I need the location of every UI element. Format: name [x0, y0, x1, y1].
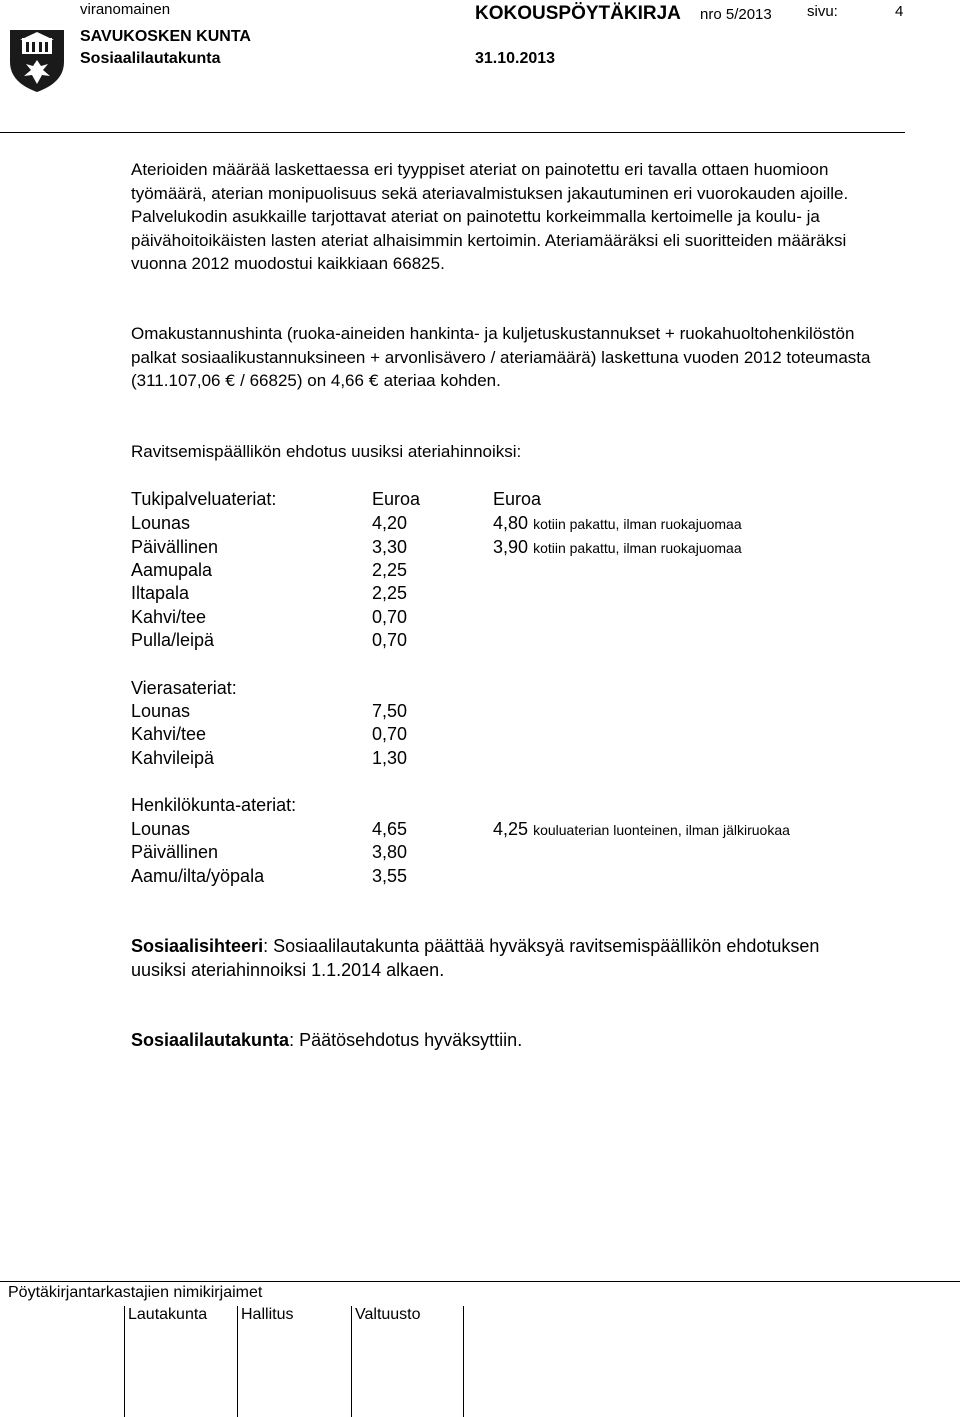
page-number: 4: [895, 3, 904, 20]
meal-price: 2,25: [372, 560, 408, 580]
section-heading: Tukipalveluateriat:: [131, 489, 277, 509]
footer-title: Pöytäkirjantarkastajien nimikirjaimet: [8, 1284, 263, 1301]
paragraph-text: Ravitsemispäällikön ehdotus uusiksi ateriahinnoiksi:: [131, 442, 522, 461]
meal-price: 0,70: [372, 630, 408, 650]
paragraph-text: [131, 934, 831, 982]
meal-name: Lounas: [131, 513, 191, 533]
municipality-name: SAVUKOSKEN KUNTA: [80, 28, 251, 45]
meal-price-alt: [493, 818, 790, 841]
paragraph-text: Aterioiden määrää laskettaessa eri tyyppiset ateriat on painotettu eri tavalla ottaen huomioon työmäärä, aterian monipuolisuus sekä ateriavalmistuksen jakautuminen eri vuorokauden ajoille. Palvelukodin asukkaille tarjottavat ateriat on painotettu korkeimmalla kertoimelle ja koulu- ja päivähoitoikäisten lasten ateriat alhaisimmin kertoimin. Ateriamääräksi eli suoritteiden määräksi vuonna 2012 muodostui kaikkiaan 66825.: [131, 160, 849, 273]
secretary-text: : Sosiaalilautakunta päättää hyväksyä ravitsemispäällikön ehdotuksen uusiksi ateriahinnoiksi 1.1.2014 alkaen.: [131, 936, 820, 980]
body-paragraph-2: [131, 322, 891, 393]
meal-price: 4,65: [372, 819, 408, 839]
meal-price: 7,50: [372, 701, 408, 721]
cost-text-part-1: Omakustannushinta (ruoka-aineiden hankinta- ja kuljetuskustannukset + ruokahuoltohenkilöstön palkat sosiaalikustannuksineen + arvonlisävero / ateriamäärä) laskettuna vuoden 2012 toteumasta (311.107,06: [131, 324, 871, 390]
meal-price: 0,70: [372, 607, 408, 627]
price-note: kotiin pakattu, ilman ruokajuomaa: [533, 540, 742, 556]
section-heading: Henkilökunta-ateriat:: [131, 795, 297, 815]
price-note: kouluaterian luonteinen, ilman jälkiruokaa: [533, 822, 790, 838]
meal-name: Iltapala: [131, 583, 190, 603]
meal-price: 4,20: [372, 513, 408, 533]
meeting-date: 31.10.2013: [475, 50, 556, 67]
meal-name: Kahvi/tee: [131, 724, 207, 744]
section-heading: Vierasateriat:: [131, 678, 237, 698]
footer-column-divider: [351, 1306, 352, 1417]
meal-name: Kahvileipä: [131, 748, 215, 768]
footer-column-council: Valtuusto: [355, 1306, 421, 1323]
price-value: 4,80: [493, 513, 529, 533]
meal-price-alt: [493, 512, 742, 535]
meal-name: Lounas: [131, 819, 191, 839]
proposal-intro: [131, 440, 891, 464]
cost-text-part-3: ateriaa kohden.: [383, 371, 501, 390]
meal-price: 0,70: [372, 724, 408, 744]
cost-text-part-2: / 66825) on 4,66: [240, 371, 364, 390]
footer-column-divider: [124, 1306, 125, 1417]
meal-price: 2,25: [372, 583, 408, 603]
meal-name: Pulla/leipä: [131, 630, 215, 650]
board-label: Sosiaalilautakunta: [131, 1030, 290, 1050]
meal-name: Päivällinen: [131, 842, 219, 862]
euro-symbol: €: [368, 371, 379, 390]
price-note: kotiin pakattu, ilman ruokajuomaa: [533, 516, 742, 532]
footer-column-divider: [237, 1306, 238, 1417]
column-header: Euroa: [493, 489, 542, 509]
meeting-number: nro 5/2013: [700, 6, 772, 23]
header-divider: [0, 132, 905, 133]
meal-price-alt: [493, 536, 742, 559]
meal-price: 3,55: [372, 866, 408, 886]
footer-column-divider: [463, 1306, 464, 1417]
committee-name: Sosiaalilautakunta: [80, 50, 221, 67]
meal-price: 3,30: [372, 537, 408, 557]
footer-divider: [0, 1281, 960, 1282]
document-type: viranomainen: [80, 1, 171, 18]
column-header: Euroa: [372, 489, 421, 509]
price-value: 3,90: [493, 537, 529, 557]
euro-symbol: €: [225, 371, 236, 390]
secretary-proposal: [131, 934, 831, 982]
meal-name: Aamu/ilta/yöpala: [131, 866, 265, 886]
footer-column-board: Lautakunta: [128, 1306, 208, 1323]
body-paragraph-1: [131, 158, 891, 276]
paragraph-text: [131, 1028, 851, 1052]
board-decision: [131, 1028, 851, 1052]
price-value: 4,25: [493, 819, 529, 839]
meal-name: Päivällinen: [131, 537, 219, 557]
meal-price: 1,30: [372, 748, 408, 768]
meal-price: 3,80: [372, 842, 408, 862]
meal-name: Aamupala: [131, 560, 213, 580]
paragraph-text: [131, 322, 891, 393]
secretary-label: Sosiaalisihteeri: [131, 936, 264, 956]
footer-column-government: Hallitus: [241, 1306, 294, 1323]
meal-name: Kahvi/tee: [131, 607, 207, 627]
board-text: : Päätösehdotus hyväksyttiin.: [289, 1030, 523, 1050]
municipal-coat-of-arms-icon: [8, 28, 66, 94]
document-title: KOKOUSPÖYTÄKIRJA: [475, 3, 681, 24]
page-label: sivu:: [807, 3, 838, 20]
meal-name: Lounas: [131, 701, 191, 721]
